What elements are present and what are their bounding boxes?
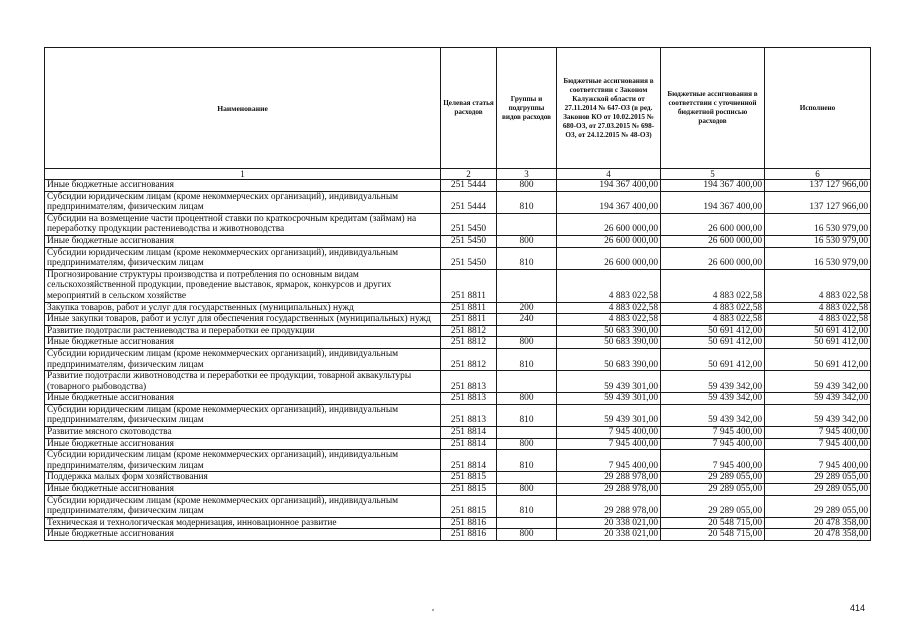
row-target-code-cell: 251 5450 [441, 213, 497, 235]
column-number: 6 [765, 169, 871, 180]
row-group-cell: 800 [497, 337, 557, 349]
row-executed-cell: 16 530 979,00 [765, 247, 871, 269]
row-name-cell: Развитие подотрасли животноводства и переработки ее продукции, товарной аквакультуры (товарного рыбоводства) [45, 371, 441, 393]
row-executed-cell: 59 439 342,00 [765, 393, 871, 405]
row-executed-cell: 16 530 979,00 [765, 213, 871, 235]
row-target-code-cell: 251 5450 [441, 235, 497, 247]
row-target-code-cell: 251 8812 [441, 337, 497, 349]
row-budget-law-cell: 194 367 400,00 [557, 191, 661, 213]
header-budget-refined: Бюджетные ассигнования в соответствии с уточненной бюджетной росписью расходов [661, 48, 765, 169]
row-group-cell: 200 [497, 302, 557, 314]
row-group-cell: 810 [497, 404, 557, 426]
table-row [45, 484, 871, 496]
row-executed-cell: 137 127 966,00 [765, 191, 871, 213]
row-budget-refined-cell: 194 367 400,00 [661, 180, 765, 192]
row-target-code-cell: 251 8815 [441, 484, 497, 496]
table-row [45, 438, 871, 450]
row-name-cell: Субсидии юридическим лицам (кроме некоммерческих организаций), индивидуальным предпринимателям, физическим лицам [45, 247, 441, 269]
row-budget-law-cell: 29 288 978,00 [557, 472, 661, 484]
row-target-code-cell: 251 8811 [441, 314, 497, 326]
budget-table [44, 47, 871, 541]
row-budget-law-cell: 29 288 978,00 [557, 484, 661, 496]
row-budget-law-cell: 50 683 390,00 [557, 348, 661, 370]
row-name-cell: Иные бюджетные ассигнования [45, 529, 441, 541]
row-group-cell: 810 [497, 348, 557, 370]
row-target-code-cell: 251 8815 [441, 495, 497, 517]
row-name-cell: Прогнозирование структуры производства и потребления по основным видам сельскохозяйственной продукции, проведение выставок, ярмарок, конкурсов и других мероприятий в сельском хозяйстве [45, 269, 441, 302]
row-group-cell [497, 517, 557, 529]
table-row [45, 191, 871, 213]
row-group-cell: 800 [497, 529, 557, 541]
table-row [45, 235, 871, 247]
row-name-cell: Иные закупки товаров, работ и услуг для обеспечения государственных (муниципальных) нужд [45, 314, 441, 326]
row-executed-cell: 29 289 055,00 [765, 495, 871, 517]
row-group-cell: 800 [497, 484, 557, 496]
table-row [45, 404, 871, 426]
row-budget-law-cell: 59 439 301,00 [557, 371, 661, 393]
row-budget-refined-cell: 7 945 400,00 [661, 438, 765, 450]
row-budget-refined-cell: 7 945 400,00 [661, 450, 765, 472]
row-budget-refined-cell: 59 439 342,00 [661, 404, 765, 426]
row-budget-refined-cell: 50 691 412,00 [661, 348, 765, 370]
row-group-cell: 800 [497, 438, 557, 450]
row-group-cell [497, 371, 557, 393]
table-row [45, 348, 871, 370]
row-name-cell: Техническая и технологическая модернизация, инновационное развитие [45, 517, 441, 529]
row-budget-law-cell: 26 600 000,00 [557, 213, 661, 235]
row-budget-refined-cell: 4 883 022,58 [661, 314, 765, 326]
table-row [45, 495, 871, 517]
row-budget-refined-cell: 50 691 412,00 [661, 337, 765, 349]
row-target-code-cell: 251 8815 [441, 472, 497, 484]
table-row [45, 450, 871, 472]
row-name-cell: Развитие мясного скотоводства [45, 427, 441, 439]
row-budget-law-cell: 194 367 400,00 [557, 180, 661, 192]
page-number: 414 [849, 603, 865, 613]
header-executed: Исполнено [765, 48, 871, 169]
table-row [45, 314, 871, 326]
row-target-code-cell: 251 8813 [441, 404, 497, 426]
row-name-cell: Иные бюджетные ассигнования [45, 393, 441, 405]
row-budget-refined-cell: 26 600 000,00 [661, 247, 765, 269]
row-name-cell: Субсидии юридическим лицам (кроме некоммерческих организаций), индивидуальным предпринимателям, физическим лицам [45, 404, 441, 426]
row-budget-refined-cell: 4 883 022,58 [661, 302, 765, 314]
table-row [45, 393, 871, 405]
header-row [45, 48, 871, 169]
row-budget-law-cell: 26 600 000,00 [557, 247, 661, 269]
row-executed-cell: 50 691 412,00 [765, 325, 871, 337]
row-target-code-cell: 251 8811 [441, 302, 497, 314]
row-budget-law-cell: 50 683 390,00 [557, 325, 661, 337]
row-target-code-cell: 251 5444 [441, 191, 497, 213]
table-row [45, 269, 871, 302]
table-row [45, 517, 871, 529]
table-row [45, 213, 871, 235]
row-executed-cell: 20 478 358,00 [765, 529, 871, 541]
column-number: 5 [661, 169, 765, 180]
row-budget-law-cell: 4 883 022,58 [557, 314, 661, 326]
row-budget-law-cell: 7 945 400,00 [557, 438, 661, 450]
scan-speck [432, 609, 434, 611]
row-group-cell: 800 [497, 235, 557, 247]
row-name-cell: Иные бюджетные ассигнования [45, 484, 441, 496]
table-row [45, 472, 871, 484]
row-budget-law-cell: 20 338 021,00 [557, 517, 661, 529]
row-budget-law-cell: 7 945 400,00 [557, 427, 661, 439]
row-executed-cell: 59 439 342,00 [765, 371, 871, 393]
row-budget-law-cell: 50 683 390,00 [557, 337, 661, 349]
row-executed-cell: 50 691 412,00 [765, 348, 871, 370]
column-number: 3 [497, 169, 557, 180]
row-budget-law-cell: 29 288 978,00 [557, 495, 661, 517]
row-name-cell: Иные бюджетные ассигнования [45, 337, 441, 349]
row-name-cell: Субсидии на возмещение части процентной ставки по краткосрочным кредитам (займам) на переработку продукции растениеводства и животноводства [45, 213, 441, 235]
row-executed-cell: 7 945 400,00 [765, 438, 871, 450]
row-target-code-cell: 251 5444 [441, 180, 497, 192]
row-target-code-cell: 251 8811 [441, 269, 497, 302]
row-budget-refined-cell: 20 548 715,00 [661, 529, 765, 541]
row-group-cell: 240 [497, 314, 557, 326]
document-sheet [44, 47, 870, 541]
row-budget-refined-cell: 4 883 022,58 [661, 269, 765, 302]
row-name-cell: Иные бюджетные ассигнования [45, 438, 441, 450]
row-budget-law-cell: 59 439 301,00 [557, 393, 661, 405]
row-executed-cell: 4 883 022,58 [765, 269, 871, 302]
header-target: Целевая статья расходов [441, 48, 497, 169]
table-row [45, 247, 871, 269]
row-budget-refined-cell: 59 439 342,00 [661, 393, 765, 405]
row-group-cell [497, 269, 557, 302]
row-group-cell: 800 [497, 393, 557, 405]
row-budget-law-cell: 4 883 022,58 [557, 302, 661, 314]
header-groups: Группы и подгруппы видов расходов [497, 48, 557, 169]
row-group-cell: 810 [497, 450, 557, 472]
row-executed-cell: 59 439 342,00 [765, 404, 871, 426]
header-budget-law: Бюджетные ассигнования в соответствии с Законом Калужской области от 27.11.2014 № 647-ОЗ (в ред. Законов КО от 10.02.2015 № 680-ОЗ, от 27.03.2015 № 698-ОЗ, от 24.12.2015 № 48-ОЗ) [557, 48, 661, 169]
row-target-code-cell: 251 8812 [441, 325, 497, 337]
table-row [45, 371, 871, 393]
row-target-code-cell: 251 8814 [441, 438, 497, 450]
row-budget-law-cell: 7 945 400,00 [557, 450, 661, 472]
row-budget-refined-cell: 7 945 400,00 [661, 427, 765, 439]
row-budget-law-cell: 26 600 000,00 [557, 235, 661, 247]
column-number: 1 [45, 169, 441, 180]
table-row [45, 529, 871, 541]
row-budget-refined-cell: 29 289 055,00 [661, 484, 765, 496]
row-name-cell: Развитие подотрасли растениеводства и переработки ее продукции [45, 325, 441, 337]
column-number: 2 [441, 169, 497, 180]
table-row [45, 325, 871, 337]
row-budget-refined-cell: 59 439 342,00 [661, 371, 765, 393]
row-executed-cell: 4 883 022,58 [765, 314, 871, 326]
row-target-code-cell: 251 5450 [441, 247, 497, 269]
row-executed-cell: 29 289 055,00 [765, 472, 871, 484]
row-budget-law-cell: 20 338 021,00 [557, 529, 661, 541]
row-executed-cell: 7 945 400,00 [765, 427, 871, 439]
row-target-code-cell: 251 8813 [441, 371, 497, 393]
row-executed-cell: 16 530 979,00 [765, 235, 871, 247]
row-group-cell [497, 325, 557, 337]
row-budget-refined-cell: 50 691 412,00 [661, 325, 765, 337]
row-target-code-cell: 251 8814 [441, 427, 497, 439]
column-number-row [45, 169, 871, 180]
row-budget-refined-cell: 29 289 055,00 [661, 472, 765, 484]
row-name-cell: Иные бюджетные ассигнования [45, 180, 441, 192]
row-budget-refined-cell: 194 367 400,00 [661, 191, 765, 213]
row-group-cell: 810 [497, 247, 557, 269]
table-row [45, 427, 871, 439]
row-budget-law-cell: 59 439 301,00 [557, 404, 661, 426]
table-row [45, 180, 871, 192]
row-group-cell: 810 [497, 191, 557, 213]
row-group-cell [497, 213, 557, 235]
row-group-cell [497, 472, 557, 484]
row-executed-cell: 137 127 966,00 [765, 180, 871, 192]
row-executed-cell: 7 945 400,00 [765, 450, 871, 472]
row-group-cell: 810 [497, 495, 557, 517]
row-target-code-cell: 251 8813 [441, 393, 497, 405]
row-name-cell: Субсидии юридическим лицам (кроме некоммерческих организаций), индивидуальным предпринимателям, физическим лицам [45, 450, 441, 472]
row-group-cell [497, 427, 557, 439]
table-row [45, 302, 871, 314]
column-number: 4 [557, 169, 661, 180]
row-target-code-cell: 251 8812 [441, 348, 497, 370]
row-budget-refined-cell: 29 289 055,00 [661, 495, 765, 517]
row-executed-cell: 50 691 412,00 [765, 337, 871, 349]
row-name-cell: Субсидии юридическим лицам (кроме некоммерческих организаций), индивидуальным предпринимателям, физическим лицам [45, 348, 441, 370]
row-target-code-cell: 251 8814 [441, 450, 497, 472]
row-group-cell: 800 [497, 180, 557, 192]
row-name-cell: Субсидии юридическим лицам (кроме некоммерческих организаций), индивидуальным предпринимателям, физическим лицам [45, 495, 441, 517]
row-target-code-cell: 251 8816 [441, 529, 497, 541]
row-executed-cell: 29 289 055,00 [765, 484, 871, 496]
row-budget-refined-cell: 20 548 715,00 [661, 517, 765, 529]
row-target-code-cell: 251 8816 [441, 517, 497, 529]
row-executed-cell: 4 883 022,58 [765, 302, 871, 314]
row-name-cell: Иные бюджетные ассигнования [45, 235, 441, 247]
table-row [45, 337, 871, 349]
row-budget-refined-cell: 26 600 000,00 [661, 235, 765, 247]
header-name: Наименование [45, 48, 441, 169]
row-name-cell: Поддержка малых форм хозяйствования [45, 472, 441, 484]
row-name-cell: Субсидии юридическим лицам (кроме некоммерческих организаций), индивидуальным предпринимателям, физическим лицам [45, 191, 441, 213]
row-budget-refined-cell: 26 600 000,00 [661, 213, 765, 235]
row-name-cell: Закупка товаров, работ и услуг для государственных (муниципальных) нужд [45, 302, 441, 314]
row-budget-law-cell: 4 883 022,58 [557, 269, 661, 302]
row-executed-cell: 20 478 358,00 [765, 517, 871, 529]
